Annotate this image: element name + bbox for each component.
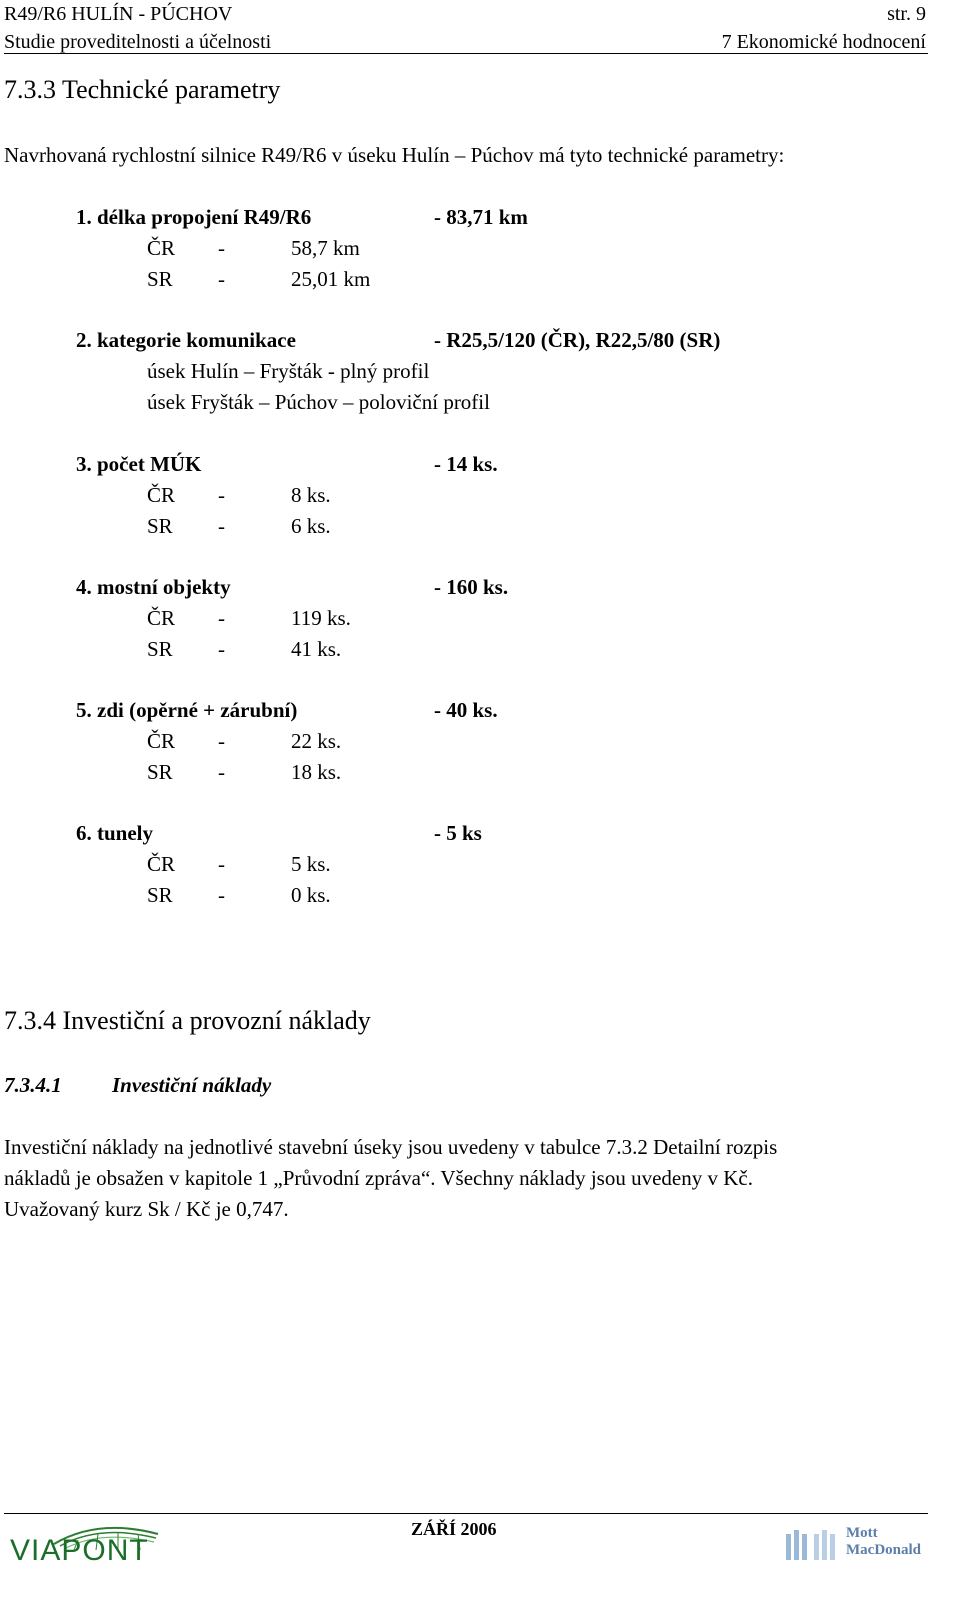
country-label: SR [147, 760, 173, 784]
page-number: str. 9 [887, 3, 926, 25]
header-rule [4, 53, 928, 54]
param-value: - 40 ks. [434, 698, 498, 722]
dash: - [218, 606, 225, 630]
country-value: 6 ks. [291, 514, 331, 538]
dash: - [218, 852, 225, 876]
param-label: 4. mostní objekty [76, 575, 231, 599]
footer-date: ZÁŘÍ 2006 [411, 1519, 497, 1539]
dash: - [218, 483, 225, 507]
country-value: 58,7 km [291, 236, 360, 260]
subsection-number: 7.3.4.1 [4, 1073, 62, 1097]
paragraph-line: Uvažovaný kurz Sk / Kč je 0,747. [4, 1197, 289, 1221]
viapont-logo [8, 1520, 178, 1566]
country-value: 18 ks. [291, 760, 342, 784]
param-label: 3. počet MÚK [76, 452, 202, 476]
chapter-title: 7 Ekonomické hodnocení [721, 31, 926, 53]
country-label: ČR [147, 729, 176, 753]
country-label: SR [147, 637, 173, 661]
dash: - [218, 267, 225, 291]
country-value: 41 ks. [291, 637, 342, 661]
param-value: - 5 ks [434, 821, 482, 845]
section-intro: Navrhovaná rychlostní silnice R49/R6 v úseku Hulín – Púchov má tyto technické parametry: [4, 143, 785, 167]
country-value: 8 ks. [291, 483, 331, 507]
country-label: SR [147, 883, 173, 907]
param-label: 1. délka propojení R49/R6 [76, 205, 312, 229]
dash: - [218, 883, 225, 907]
doc-subtitle: Studie proveditelnosti a účelnosti [4, 31, 272, 53]
dash: - [218, 637, 225, 661]
country-label: ČR [147, 606, 176, 630]
country-value: 22 ks. [291, 729, 342, 753]
viapont-wordmark: VIAPONT [10, 1534, 149, 1567]
param-note: úsek Fryšták – Púchov – poloviční profil [147, 390, 490, 414]
dash: - [218, 514, 225, 538]
country-label: ČR [147, 852, 176, 876]
dash: - [218, 729, 225, 753]
param-value: - 83,71 km [434, 205, 528, 229]
paragraph-line: Investiční náklady na jednotlivé stavební úseky jsou uvedeny v tabulce 7.3.2 Detailní rozpis [4, 1135, 778, 1159]
country-value: 25,01 km [291, 267, 371, 291]
country-label: ČR [147, 483, 176, 507]
country-label: SR [147, 514, 173, 538]
param-label: 2. kategorie komunikace [76, 328, 296, 352]
dash: - [218, 236, 225, 260]
subsection-title: Investiční náklady [112, 1073, 272, 1097]
dash: - [218, 760, 225, 784]
mott-macdonald-logo [784, 1524, 930, 1564]
param-value: - 160 ks. [434, 575, 509, 599]
mm-mark-icon [784, 1526, 844, 1562]
param-value: - R25,5/120 (ČR), R22,5/80 (SR) [434, 328, 721, 352]
country-label: ČR [147, 236, 176, 260]
param-note: úsek Hulín – Fryšták - plný profil [147, 359, 430, 383]
country-value: 0 ks. [291, 883, 331, 907]
country-value: 119 ks. [291, 606, 351, 630]
mm-line2: MacDonald [846, 1542, 921, 1558]
mm-line1: Mott [846, 1525, 878, 1541]
paragraph-line: nákladů je obsažen v kapitole 1 „Průvodní zpráva“. Všechny náklady jsou uvedeny v Kč. [4, 1166, 753, 1190]
country-value: 5 ks. [291, 852, 331, 876]
param-label: 6. tunely [76, 821, 154, 845]
footer-rule [4, 1513, 928, 1514]
param-value: - 14 ks. [434, 452, 498, 476]
doc-title: R49/R6 HULÍN - PÚCHOV [4, 3, 233, 25]
section-heading-734: 7.3.4 Investiční a provozní náklady [4, 1006, 371, 1035]
param-label: 5. zdi (opěrné + zárubní) [76, 698, 298, 722]
section-heading-733: 7.3.3 Technické parametry [4, 75, 281, 104]
country-label: SR [147, 267, 173, 291]
